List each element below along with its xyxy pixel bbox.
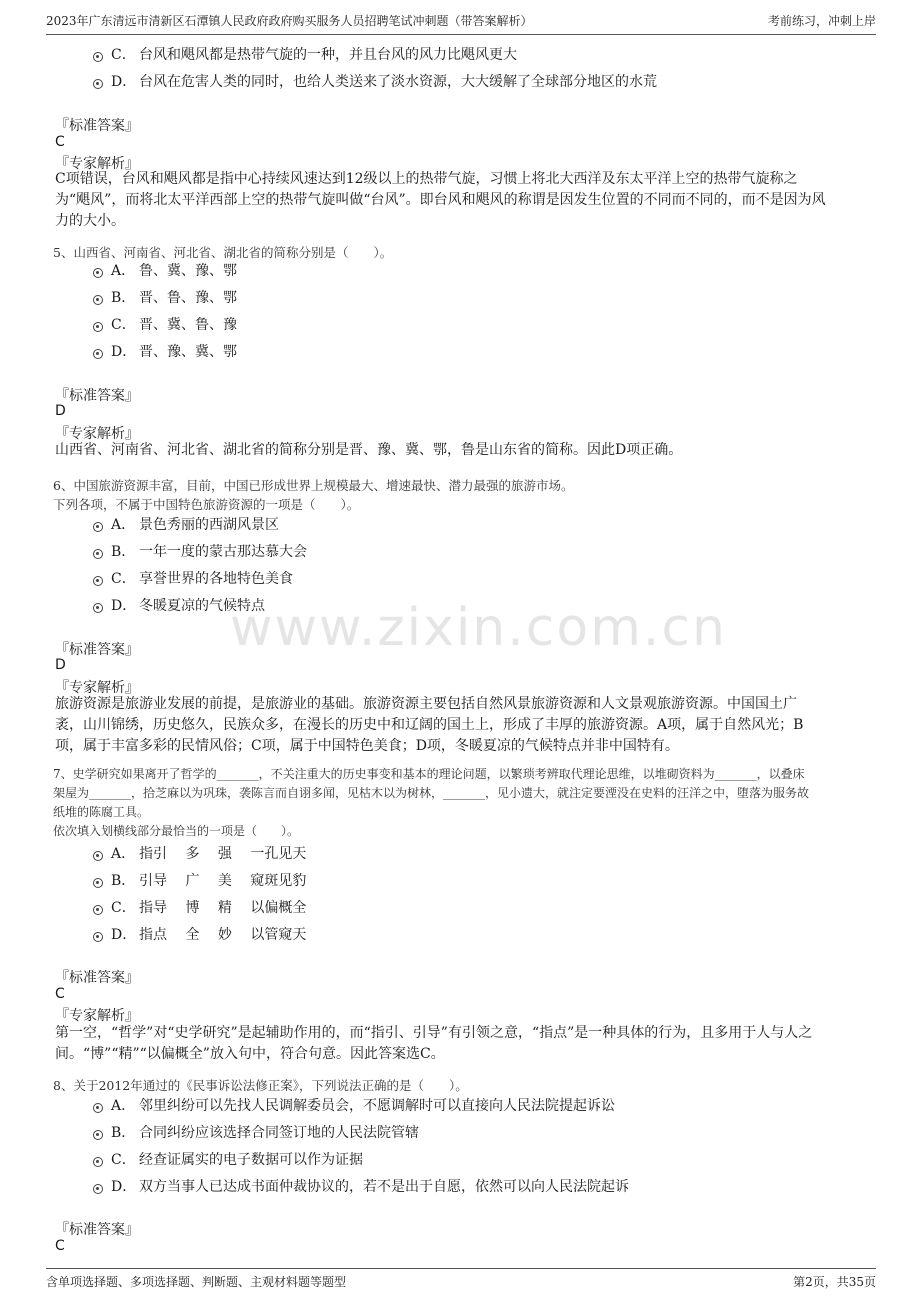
analysis-line: C项错误，台风和飓风都是指中心持续风速达到12级以上的热带气旋，习惯上将北大西洋及东太平洋上空的热带气旋称之 [55, 171, 798, 187]
option-q4-d[interactable] [93, 73, 657, 91]
radio-icon[interactable] [93, 932, 103, 942]
answer-label: 『标准答案』 [55, 1222, 139, 1238]
analysis-text [55, 1023, 812, 1065]
option-letter: D． [111, 1179, 137, 1195]
option-text: 晋、豫、冀、鄂 [139, 344, 237, 360]
option-letter: D． [111, 598, 137, 614]
analysis-line: 袤，山川锦绣，历史悠久，民族众多，在漫长的历史中和辽阔的国土上，形成了丰厚的旅游资源。A项，属于自然风光；B [55, 717, 804, 733]
radio-icon[interactable] [93, 576, 103, 586]
option-text: 晋、鲁、豫、鄂 [139, 290, 237, 306]
option-q8-a[interactable] [93, 1097, 615, 1115]
option-q6-b[interactable] [93, 543, 307, 561]
option-q6-a[interactable] [93, 516, 279, 534]
analysis-label: 『专家解析』 [55, 156, 139, 172]
option-text: 引导 广 美 窥斑见豹 [139, 873, 307, 889]
radio-icon[interactable] [93, 522, 103, 532]
option-text: 一年一度的蒙古那达慕大会 [139, 544, 307, 560]
option-q6-d[interactable] [93, 597, 265, 615]
analysis-line: 旅游资源是旅游业发展的前提，是旅游业的基础。旅游资源主要包括自然风景旅游资源和人文景观旅游资源。中国国土广 [55, 696, 797, 712]
option-q5-d[interactable] [93, 343, 237, 361]
radio-icon[interactable] [93, 322, 103, 332]
radio-icon[interactable] [93, 905, 103, 915]
radio-icon[interactable] [93, 295, 103, 305]
question-stem [53, 476, 573, 514]
page-header [46, 8, 876, 35]
footer-note: 含单项选择题、多项选择题、判断题、主观材料题等题型 [46, 1275, 347, 1289]
answer-value: D [55, 403, 66, 419]
radio-icon[interactable] [93, 851, 103, 861]
radio-icon[interactable] [93, 349, 103, 359]
option-q7-c[interactable] [93, 899, 306, 917]
radio-icon[interactable] [93, 549, 103, 559]
analysis-line: 为“飓风”，而将北太平洋西部上空的热带气旋叫做“台风”。即台风和飓风的称谓是因发生位置的不同而不同的，而不是因为风 [55, 192, 826, 208]
option-letter: C． [111, 900, 136, 916]
option-text: 合同纠纷应该选择合同签订地的人民法院管辖 [139, 1125, 419, 1141]
analysis-text [55, 694, 803, 757]
option-text: 享誉世界的各地特色美食 [139, 571, 293, 587]
analysis-text [55, 440, 682, 461]
page-footer [46, 1268, 876, 1295]
option-q5-b[interactable] [93, 289, 237, 307]
document-title: 2023年广东清远市清新区石潭镇人民政府政府购买服务人员招聘笔试冲刺题（带答案解析） [46, 14, 533, 28]
answer-value: C [55, 986, 65, 1002]
analysis-label: 『专家解析』 [55, 426, 139, 442]
answer-value: D [55, 657, 66, 673]
option-text: 台风和飓风都是热带气旋的一种，并且台风的风力比飓风更大 [139, 47, 517, 63]
option-text: 指引 多 强 一孔见天 [139, 846, 307, 862]
watermark: www.zixin.com.cn [230, 598, 727, 658]
option-q5-a[interactable] [93, 262, 237, 280]
page-number: 第2页，共35页 [793, 1275, 876, 1289]
stem-line: 依次填入划横线部分最恰当的一项是（ ）。 [53, 824, 300, 838]
answer-label: 『标准答案』 [55, 970, 139, 986]
question-stem [53, 765, 809, 841]
option-letter: B． [111, 544, 136, 560]
option-text: 冬暖夏凉的气候特点 [139, 598, 265, 614]
option-text: 指导 博 精 以偏概全 [139, 900, 307, 916]
option-letter: C． [111, 1152, 136, 1168]
answer-label: 『标准答案』 [55, 118, 139, 134]
analysis-text [55, 169, 826, 232]
option-text: 台风在危害人类的同时，也给人类送来了淡水资源，大大缓解了全球部分地区的水荒 [139, 74, 657, 90]
option-text: 指点 全 妙 以管窥天 [139, 927, 307, 943]
option-letter: A． [111, 1098, 136, 1114]
option-letter: A． [111, 517, 136, 533]
answer-value: C [55, 134, 65, 150]
analysis-line: 力的大小。 [55, 213, 125, 229]
option-text: 邻里纠纷可以先找人民调解委员会，不愿调解时可以直接向人民法院提起诉讼 [139, 1098, 615, 1114]
option-text: 鲁、冀、豫、鄂 [139, 263, 237, 279]
option-q7-b[interactable] [93, 872, 306, 890]
option-letter: C． [111, 47, 136, 63]
stem-line: 架屋为_______，拾芝麻以为巩珠，袭陈言而自诩多闻，见枯木以为树林，_______，见小遗大，就注定要湮没在史料的汪洋之中，堕落为服务故 [53, 786, 810, 800]
option-q5-c[interactable] [93, 316, 237, 334]
option-letter: D． [111, 344, 137, 360]
option-text: 双方当事人已达成书面仲裁协议的，若不是出于自愿，依然可以向人民法院起诉 [139, 1179, 629, 1195]
option-letter: A． [111, 263, 136, 279]
header-slogan: 考前练习，冲刺上岸 [767, 14, 876, 28]
radio-icon[interactable] [93, 268, 103, 278]
question-stem: 5、山西省、河南省、河北省、湖北省的简称分别是（ ）。 [53, 245, 393, 260]
stem-line: 7、史学研究如果离开了哲学的_______，不关注重大的历史事变和基本的理论问题，以繁琐考辨取代理论思维，以堆砌资料为_______，以叠床 [53, 767, 805, 781]
option-letter: B． [111, 290, 136, 306]
option-q4-c[interactable] [93, 46, 517, 64]
analysis-label: 『专家解析』 [55, 1008, 139, 1024]
option-q7-d[interactable] [93, 926, 306, 944]
radio-icon[interactable] [93, 1130, 103, 1140]
radio-icon[interactable] [93, 1103, 103, 1113]
option-letter: D． [111, 927, 137, 943]
analysis-line: 项，属于丰富多彩的民情风俗；C项，属于中国特色美食；D项，冬暖夏凉的气候特点并非中国特有。 [55, 738, 679, 754]
stem-line: 下列各项，不属于中国特色旅游资源的一项是（ ）。 [53, 497, 360, 512]
option-letter: A． [111, 846, 136, 862]
radio-icon[interactable] [93, 603, 103, 613]
option-q6-c[interactable] [93, 570, 293, 588]
answer-label: 『标准答案』 [55, 388, 139, 404]
stem-line: 6、中国旅游资源丰富，目前，中国已形成世界上规模最大、增速最快、潜力最强的旅游市场。 [53, 478, 574, 493]
question-stem: 8、关于2012年通过的《民事诉讼法修正案》，下列说法正确的是（ ）。 [53, 1078, 468, 1093]
option-letter: C． [111, 571, 136, 587]
analysis-line: 间。“博”“精”“以偏概全”放入句中，符合句意。因此答案选C。 [55, 1046, 445, 1062]
analysis-line: 第一空，“哲学”对“史学研究”是起辅助作用的，而“指引、引导”有引领之意，“指点”是一种具体的行为，且多用于人与人之 [55, 1025, 813, 1041]
option-q7-a[interactable] [93, 845, 306, 863]
option-letter: C． [111, 317, 136, 333]
analysis-label: 『专家解析』 [55, 680, 139, 696]
option-q8-c[interactable] [93, 1151, 363, 1169]
answer-label: 『标准答案』 [55, 642, 139, 658]
radio-icon[interactable] [93, 1157, 103, 1167]
option-letter: B． [111, 1125, 136, 1141]
radio-icon[interactable] [93, 52, 103, 62]
radio-icon[interactable] [93, 79, 103, 89]
option-text: 经查证属实的电子数据可以作为证据 [139, 1152, 363, 1168]
option-q8-b[interactable] [93, 1124, 419, 1142]
radio-icon[interactable] [93, 878, 103, 888]
option-text: 晋、冀、鲁、豫 [139, 317, 237, 333]
option-letter: D． [111, 74, 137, 90]
option-letter: B． [111, 873, 136, 889]
stem-line: 纸堆的陈腐工具。 [53, 805, 150, 819]
answer-value: C [55, 1238, 65, 1254]
analysis-line: 山西省、河南省、河北省、湖北省的简称分别是晋、豫、冀、鄂，鲁是山东省的简称。因此D项正确。 [55, 442, 683, 458]
radio-icon[interactable] [93, 1184, 103, 1194]
option-text: 景色秀丽的西湖风景区 [139, 517, 279, 533]
option-q8-d[interactable] [93, 1178, 629, 1196]
